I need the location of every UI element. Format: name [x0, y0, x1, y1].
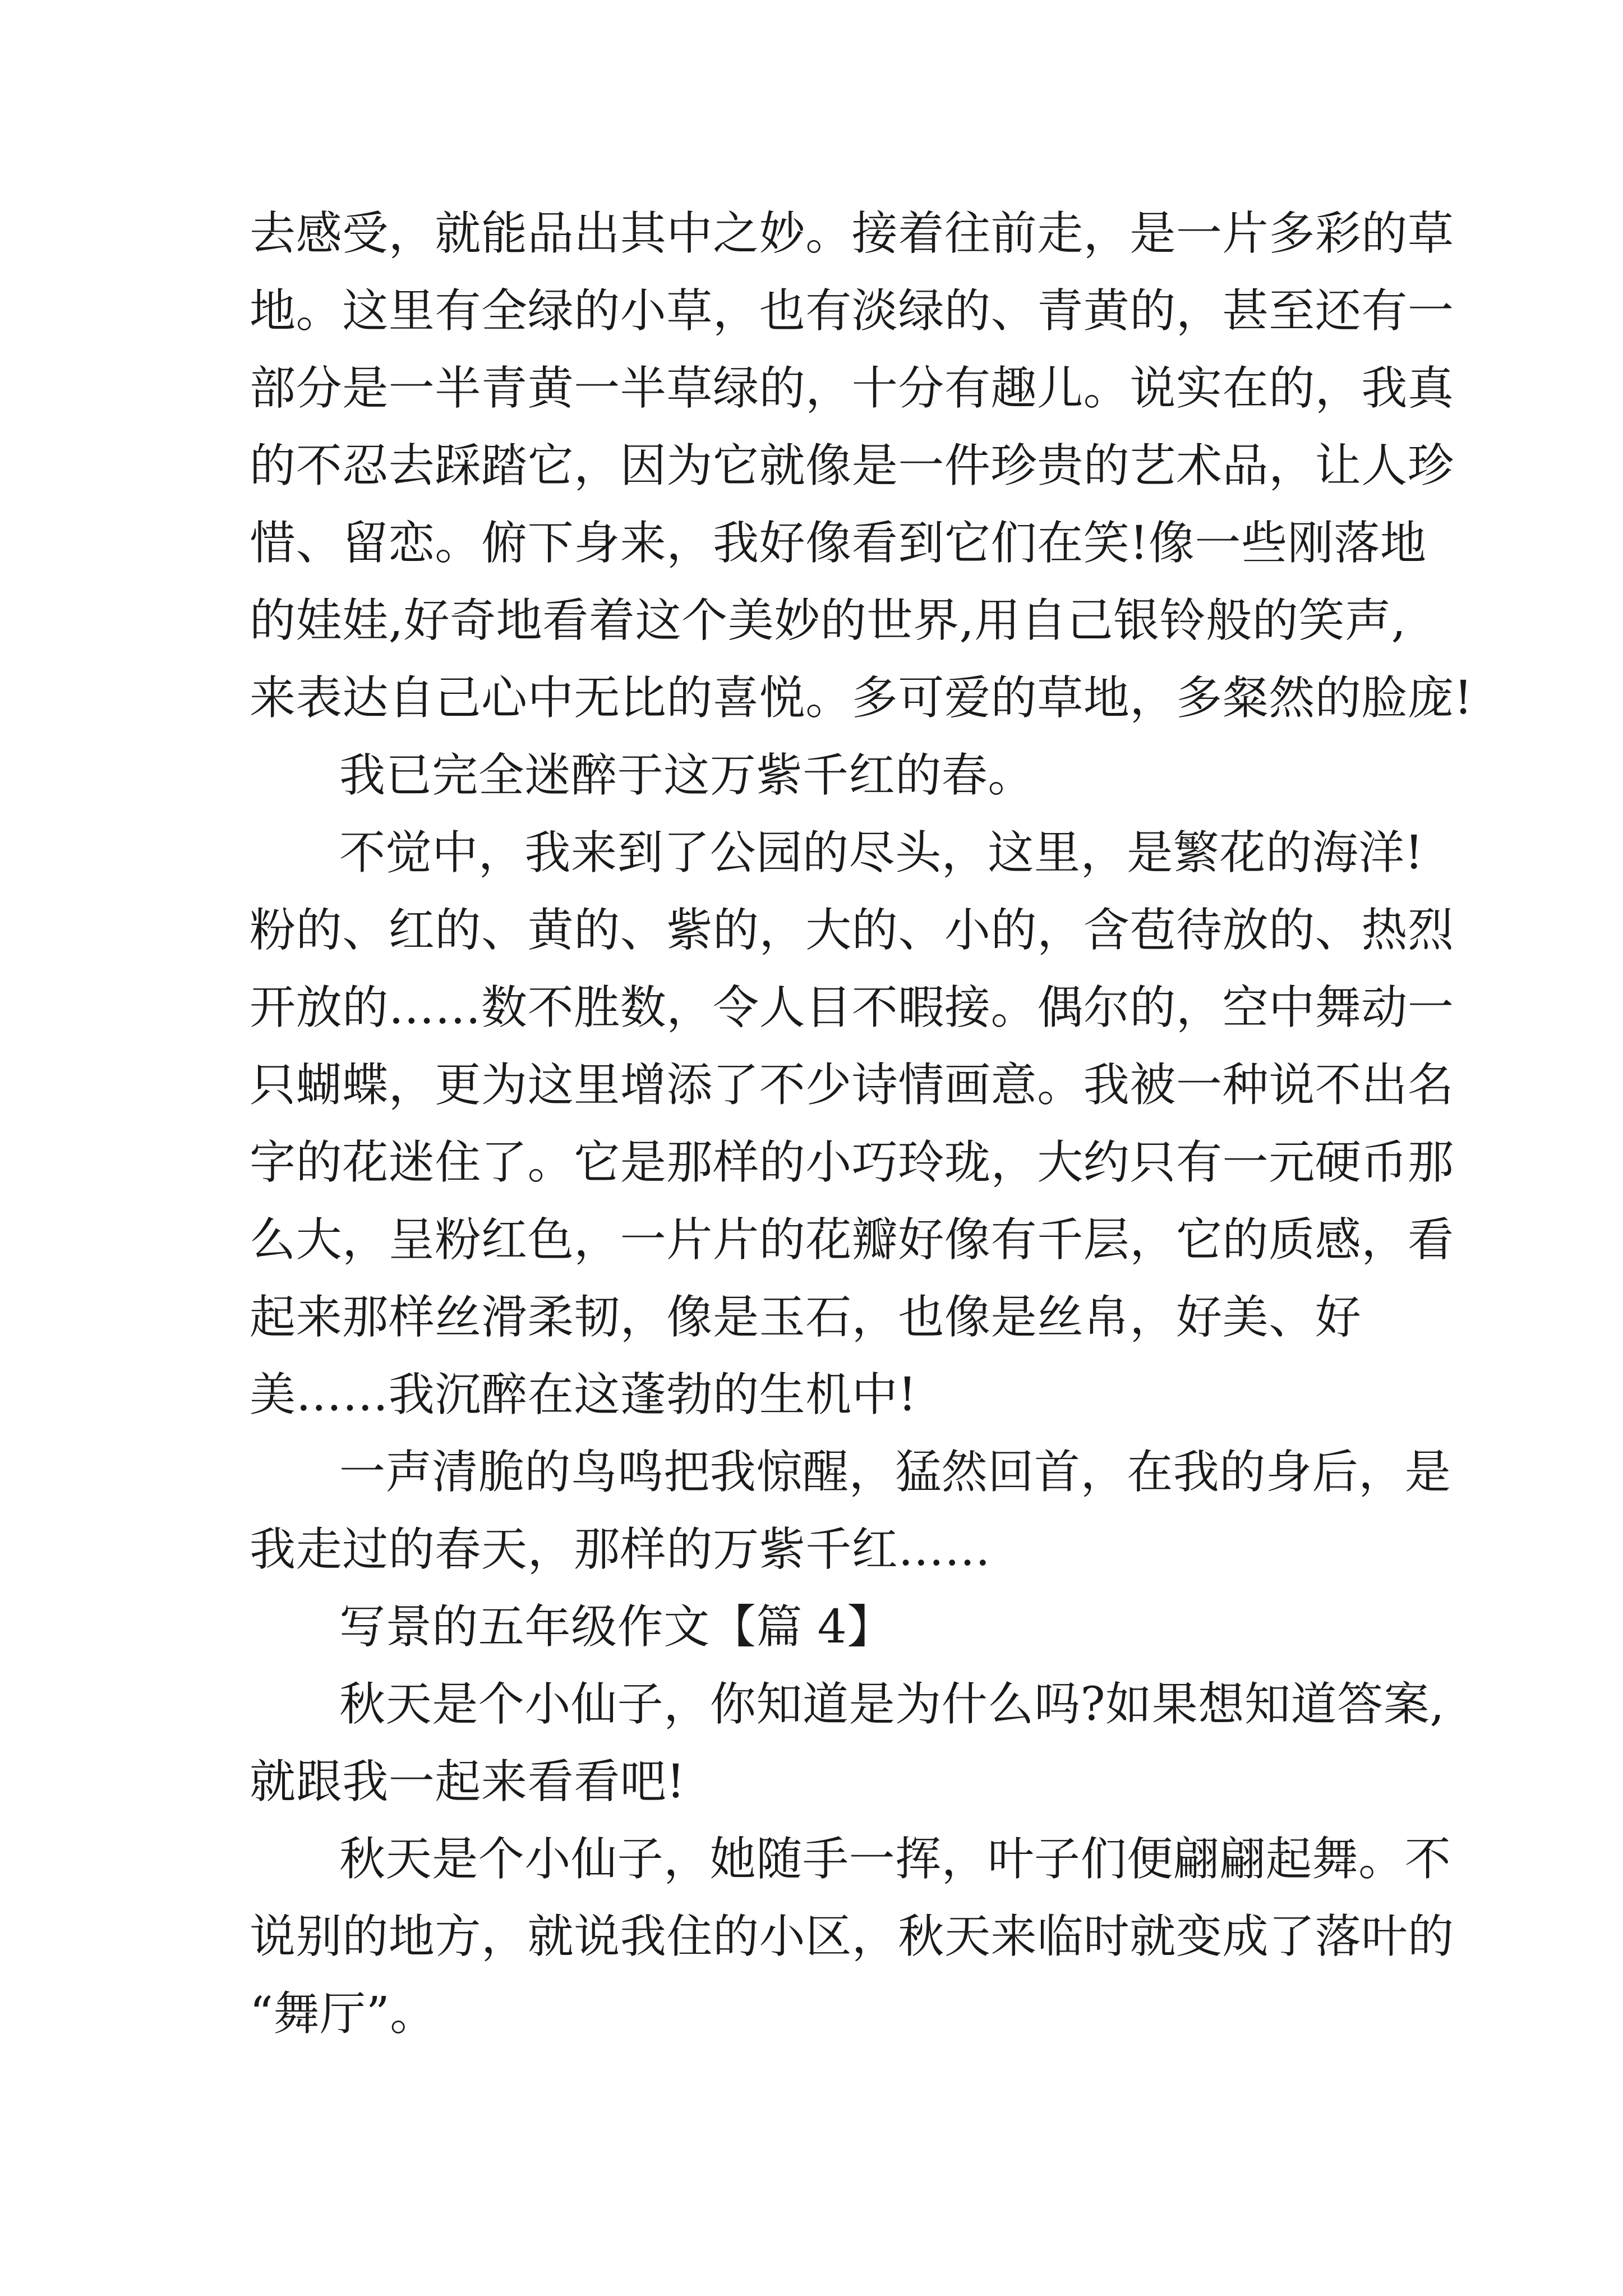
paragraph — [250, 815, 1454, 1434]
text-line: 不觉中，我来到了公园的尽头，这里，是繁花的海洋! — [339, 826, 1424, 880]
text-line: 起来那样丝滑柔韧，像是玉石，也像是丝帛，好美、好 — [250, 1291, 1362, 1344]
paragraph — [250, 1434, 1451, 1589]
section-heading — [250, 1589, 1394, 1666]
text-line: 写景的五年级作文【篇 4】 — [339, 1600, 894, 1654]
text-line: 惜、留恋。俯下身来，我好像看到它们在笑!像一些刚落地 — [250, 517, 1427, 570]
text-line: 字的花迷住了。它是那样的小巧玲珑，大约只有一元硬币那 — [250, 1136, 1454, 1189]
text-line: 去感受，就能品出其中之妙。接着往前走，是一片多彩的草 — [250, 207, 1454, 260]
text-line: 说别的地方，就说我住的小区，秋天来临时就变成了落叶的 — [250, 1910, 1454, 1963]
text-line: 美……我沉醉在这蓬勃的生机中! — [250, 1368, 917, 1421]
paragraph — [250, 737, 1394, 815]
text-line: 么大，呈粉红色，一片片的花瓣好像有千层，它的质感，看 — [250, 1213, 1454, 1267]
text-line: 就跟我一起来看看吧! — [250, 1755, 685, 1809]
text-line: 开放的……数不胜数，令人目不暇接。偶尔的，空中舞动一 — [250, 981, 1454, 1034]
document-page — [250, 195, 1473, 2053]
text-line: 的娃娃,好奇地看着这个美妙的世界,用自己银铃般的笑声, — [250, 594, 1407, 647]
text-line: 粉的、红的、黄的、紫的，大的、小的，含苞待放的、热烈 — [250, 904, 1454, 957]
text-line: 秋天是个小仙子，她随手一挥，叶子们便翩翩起舞。不 — [339, 1833, 1451, 1886]
text-line: “舞厅”。 — [250, 1987, 436, 2041]
text-line: 的不忍去踩踏它，因为它就像是一件珍贵的艺术品，让人珍 — [250, 439, 1454, 493]
text-line: 只蝴蝶，更为这里增添了不少诗情画意。我被一种说不出名 — [250, 1059, 1454, 1112]
paragraph — [250, 1666, 1445, 1821]
paragraph — [250, 195, 1473, 737]
text-line: 我已完全迷醉于这万紫千红的春。 — [339, 749, 1035, 802]
text-line: 秋天是个小仙子，你知道是为什么吗?如果想知道答案, — [339, 1678, 1445, 1731]
paragraph — [250, 1821, 1454, 2053]
text-line: 来表达自己心中无比的喜悦。多可爱的草地，多粲然的脸庞! — [250, 671, 1473, 725]
text-line: 我走过的春天，那样的万紫千红…… — [250, 1523, 991, 1576]
text-line: 地。这里有全绿的小草，也有淡绿的、青黄的，甚至还有一 — [250, 284, 1454, 338]
text-line: 部分是一半青黄一半草绿的，十分有趣儿。说实在的，我真 — [250, 362, 1454, 415]
text-line: 一声清脆的鸟鸣把我惊醒，猛然回首，在我的身后，是 — [339, 1446, 1451, 1499]
